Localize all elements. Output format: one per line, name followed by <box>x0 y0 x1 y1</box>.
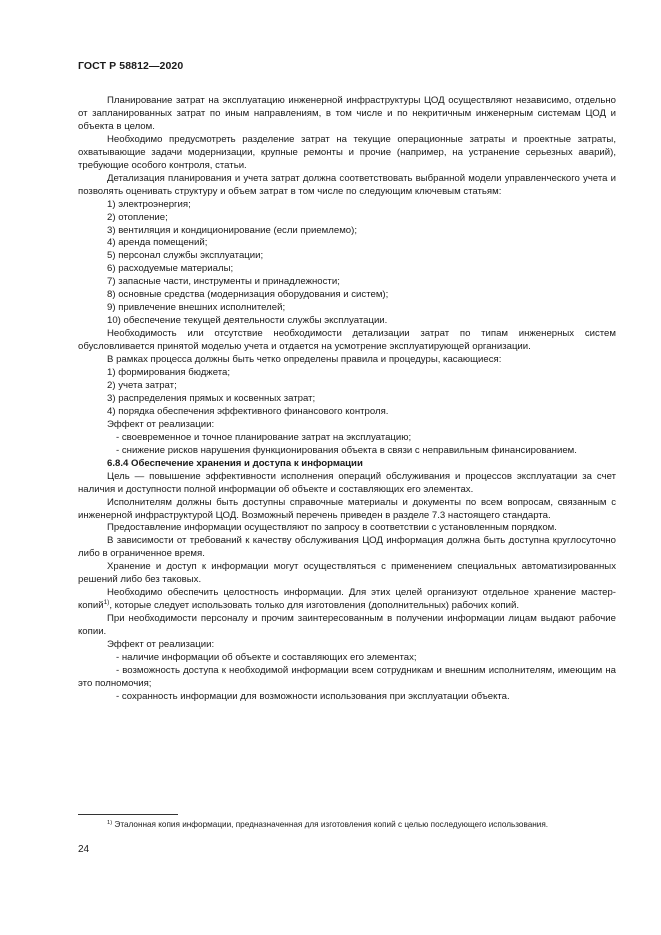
bullet-item: - наличие информации об объекте и составляющих его элементах; <box>116 651 417 663</box>
paragraph: Предоставление информации осуществляют по запросу в соответствии с установленным порядком. <box>107 522 557 534</box>
list-item: 1) электроэнергия; <box>107 198 191 210</box>
list-item: 2) отопление; <box>107 211 168 223</box>
paragraph: Исполнителям должны быть доступны справочные материалы и документы по всем вопросам, связанным с инженерной инфраструктурой ЦОД. Возможный перечень приведен в разделе 7.3 настоящего стандарта. <box>78 496 616 521</box>
section-heading: 6.8.4 Обеспечение хранения и доступа к информации <box>107 457 363 469</box>
list-item: 1) формирования бюджета; <box>107 367 231 379</box>
footnote-text: Эталонная копия информации, предназначенная для изготовления копий с целью последующего использования. <box>112 820 549 829</box>
paragraph: В зависимости от требований к качеству обслуживания ЦОД информация должна быть доступна круглосуточно либо в ограниченное время. <box>78 535 616 560</box>
list-item: 9) привлечение внешних исполнителей; <box>107 302 286 314</box>
footnote-divider <box>78 814 178 815</box>
list-item: 6) расходуемые материалы; <box>107 263 234 275</box>
list-item: 4) аренда помещений; <box>107 237 208 249</box>
paragraph: Хранение и доступ к информации могут осуществляться с применением специальных автоматизированных решений либо без таковых. <box>78 561 616 586</box>
bullet-item: - сохранность информации для возможности использования при эксплуатации объекта. <box>116 690 510 702</box>
paragraph <box>78 587 616 613</box>
paragraph: Эффект от реализации: <box>107 418 215 430</box>
list-item: 7) запасные части, инструменты и принадлежности; <box>107 276 340 288</box>
document-body <box>78 95 616 704</box>
list-item: 5) персонал службы эксплуатации; <box>107 250 264 262</box>
paragraph: Необходимо предусмотреть разделение затрат на текущие операционные затраты и проектные затраты, охватывающие задачи модернизации, крупные ремонты и прочие (например, на устранение серьезных аварий), требующие особого контроля, статьи. <box>78 133 616 171</box>
list-item: 8) основные средства (модернизация оборудования и систем); <box>107 289 389 301</box>
paragraph: Цель — повышение эффективности исполнения операций обслуживания и процессов эксплуатации за счет наличия и доступности полной информации об объекте и составляющих его элементах. <box>78 470 616 495</box>
bullet-item: - своевременное и точное планирование затрат на эксплуатацию; <box>116 431 412 443</box>
paragraph: Планирование затрат на эксплуатацию инженерной инфраструктуры ЦОД осуществляют независимо, отдельно от запланированных затрат по иным направлениям, в том числе и по некритичным инженерным системам ЦОД и объекта в целом. <box>78 95 616 132</box>
list-item: 3) распределения прямых и косвенных затрат; <box>107 392 316 404</box>
list-item: 10) обеспечение текущей деятельности службы эксплуатации. <box>107 315 388 327</box>
paragraph: Эффект от реализации: <box>107 639 215 651</box>
paragraph-text: Необходимо обеспечить целостность информации. Для этих целей организуют отдельное хранение мастер-копий <box>78 587 616 612</box>
bullet-item: - возможность доступа к необходимой информации всем сотрудникам и внешним исполнителям, имеющим на это полномочия; <box>78 664 616 689</box>
footnote-marker: 1) <box>107 820 113 826</box>
paragraph: Детализация планирования и учета затрат должна соответствовать выбранной модели управленческого учета и позволять оценивать структуру и объем затрат в том числе по следующим ключевым статьям: <box>78 172 616 197</box>
list-item: 2) учета затрат; <box>107 379 177 391</box>
list-item: 3) вентиляция и кондиционирование (если приемлемо); <box>107 224 357 236</box>
bullet-item: - снижение рисков нарушения функционирования объекта в связи с неправильным финансированием. <box>116 444 577 456</box>
list-item: 4) порядка обеспечения эффективного финансового контроля. <box>107 405 389 417</box>
page-number: 24 <box>78 844 90 855</box>
document-header: ГОСТ Р 58812—2020 <box>78 60 184 72</box>
paragraph: Необходимость или отсутствие необходимости детализации затрат по типам инженерных систем обусловливается принятой моделью учета и отдается на усмотрение эксплуатирующей организации. <box>78 328 616 353</box>
paragraph: В рамках процесса должны быть четко определены правила и процедуры, касающиеся: <box>107 354 502 366</box>
footnote <box>78 819 616 831</box>
paragraph: При необходимости персоналу и прочим заинтересованным в получении информации лицам выдают рабочие копии. <box>78 613 616 638</box>
paragraph-text: , которые следует использовать только для изготовления (дополнительных) рабочих копий. <box>109 600 519 612</box>
footnote-reference: 1) <box>103 599 110 607</box>
